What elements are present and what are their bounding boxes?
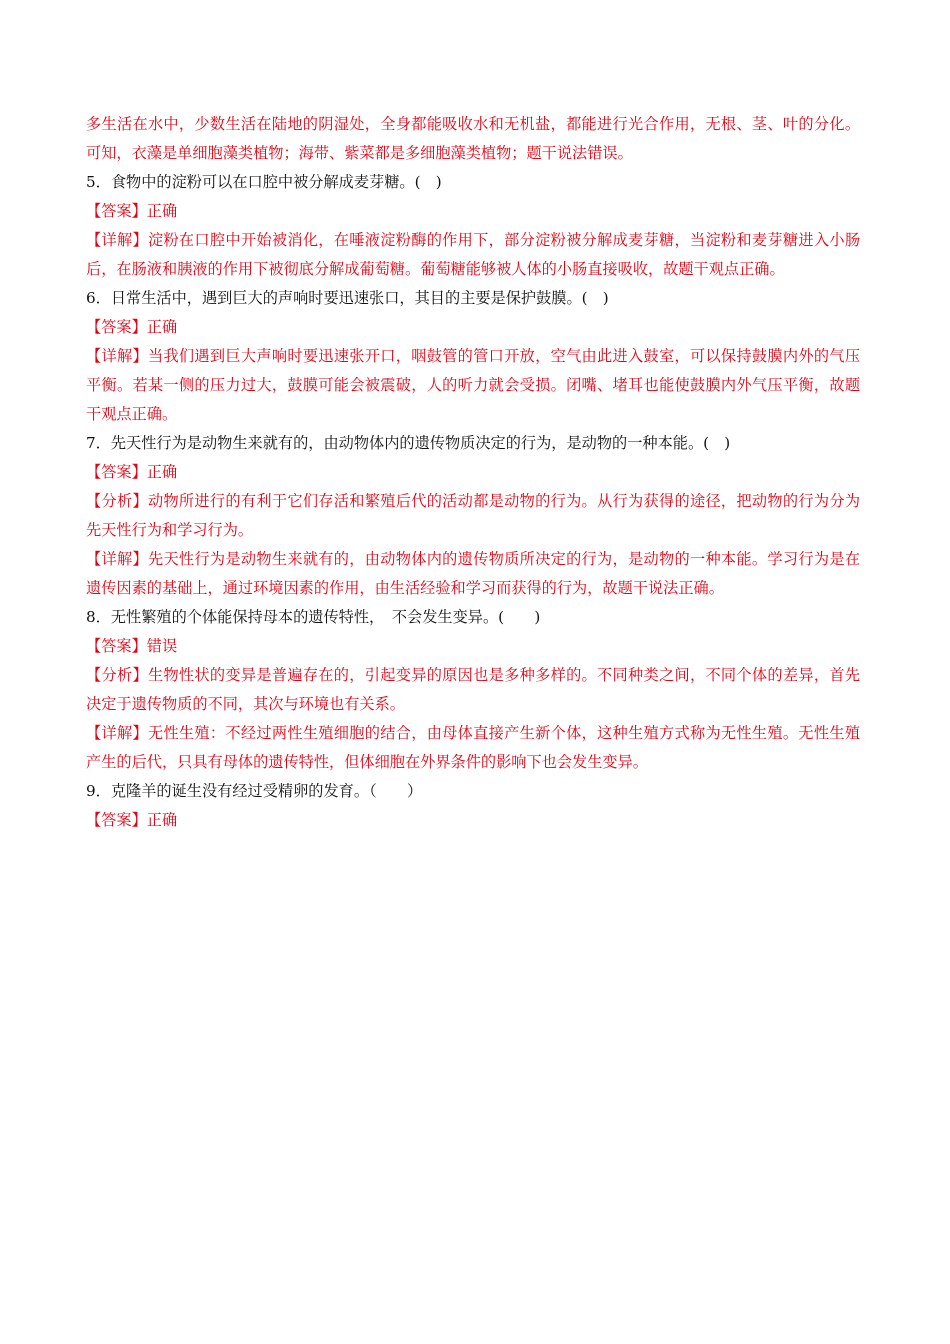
answer-text: 正确 — [146, 463, 178, 481]
answer-text: 正确 — [146, 318, 178, 336]
answer-tag: 【答案】 — [86, 318, 147, 336]
explanation-tag: 【详解】 — [86, 724, 148, 742]
question-text: 9．克隆羊的诞生没有经过受精卵的发育。（ ） — [86, 782, 423, 800]
question-text: 8．无性繁殖的个体能保持母本的遗传特性， 不会发生变异。( ) — [86, 608, 541, 626]
answer-text: 正确 — [146, 202, 178, 220]
explanation-tag: 【详解】 — [86, 231, 148, 249]
answer-tag: 【答案】 — [86, 202, 147, 220]
explanation-text: 无性生殖：不经过两性生殖细胞的结合，由母体直接产生新个体，这种生殖方式称为无性生殖。无性生殖产生的后代，只具有母体的遗传特性，但体细胞在外界条件的影响下也会发生变异。 — [86, 724, 861, 771]
answer-tag: 【答案】 — [86, 637, 147, 655]
explanation-6 — [86, 342, 860, 429]
answer-5 — [86, 197, 860, 226]
analysis-text: 动物所进行的有利于它们存活和繁殖后代的活动都是动物的行为。从行为获得的途径，把动物的行为分为先天性行为和学习行为。 — [86, 492, 861, 539]
analysis-text: 生物性状的变异是普遍存在的，引起变异的原因也是多种多样的。不同种类之间，不同个体的差异，首先决定于遗传物质的不同，其次与环境也有关系。 — [86, 666, 861, 713]
answer-text: 错误 — [146, 637, 178, 655]
answer-tag: 【答案】 — [86, 811, 147, 829]
answer-6 — [86, 313, 860, 342]
answer-tag: 【答案】 — [86, 463, 147, 481]
analysis-tag: 【分析】 — [86, 666, 148, 684]
explanation-text: 多生活在水中，少数生活在陆地的阴湿处，全身都能吸收水和无机盐，都能进行光合作用，无根、茎、叶的分化。可知，衣藻是单细胞藻类植物；海带、紫菜都是多细胞藻类植物；题干说法错误。 — [86, 115, 860, 162]
question-text: 5．食物中的淀粉可以在口腔中被分解成麦芽糖。( ) — [86, 173, 442, 191]
document-page — [86, 110, 860, 835]
question-text: 7．先天性行为是动物生来就有的，由动物体内的遗传物质决定的行为，是动物的一种本能。( ) — [86, 434, 731, 452]
answer-9 — [86, 806, 860, 835]
question-8 — [86, 603, 860, 632]
explanation-text: 淀粉在口腔中开始被消化，在唾液淀粉酶的作用下，部分淀粉被分解成麦芽糖，当淀粉和麦芽糖进入小肠后，在肠液和胰液的作用下被彻底分解成葡萄糖。葡萄糖能够被人体的小肠直接吸收，故题干观点正确。 — [86, 231, 861, 278]
explanation-tag: 【详解】 — [86, 550, 148, 568]
explanation-text: 当我们遇到巨大声响时要迅速张开口，咽鼓管的管口开放，空气由此进入鼓室，可以保持鼓膜内外的气压平衡。若某一侧的压力过大，鼓膜可能会被震破，人的听力就会受损。闭嘴、堵耳也能使鼓膜内外气压平衡，故题干观点正确。 — [86, 347, 861, 423]
answer-7 — [86, 458, 860, 487]
explanation-8 — [86, 719, 860, 777]
answer-8 — [86, 632, 860, 661]
analysis-tag: 【分析】 — [86, 492, 148, 510]
answer-text: 正确 — [146, 811, 178, 829]
question-5 — [86, 168, 860, 197]
analysis-7 — [86, 487, 860, 545]
question-6 — [86, 284, 860, 313]
explanation-7 — [86, 545, 860, 603]
explanation-tag: 【详解】 — [86, 347, 148, 365]
explanation-continuation — [86, 110, 860, 168]
question-9 — [86, 777, 860, 806]
question-7 — [86, 429, 860, 458]
explanation-text: 先天性行为是动物生来就有的，由动物体内的遗传物质所决定的行为，是动物的一种本能。学习行为是在遗传因素的基础上，通过环境因素的作用，由生活经验和学习而获得的行为，故题干说法正确。 — [86, 550, 861, 597]
analysis-8 — [86, 661, 860, 719]
question-text: 6．日常生活中，遇到巨大的声响时要迅速张口，其目的主要是保护鼓膜。( ) — [86, 289, 609, 307]
explanation-5 — [86, 226, 860, 284]
